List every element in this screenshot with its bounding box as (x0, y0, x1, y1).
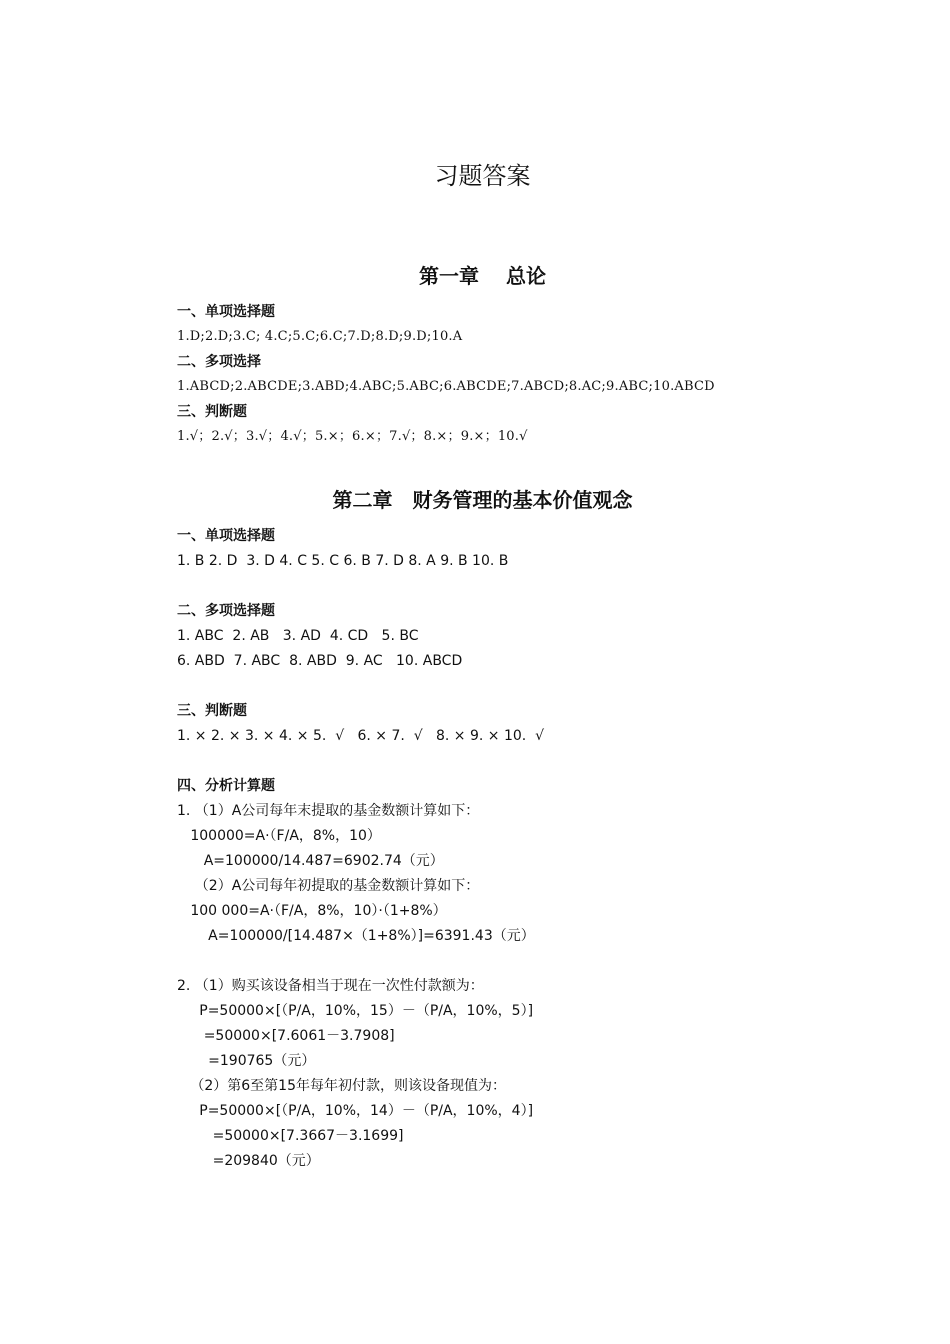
calc-line: P=50000×[（P/A，10%，15）－（P/A，10%，5）] (177, 1003, 534, 1019)
chapter2-multi-choice-answers-line2: 6. ABD 7. ABC 8. ABD 9. AC 10. ABCD (177, 653, 463, 669)
chapter1-title: 第一章 总论 (419, 264, 546, 288)
chapter2-multi-choice-heading: 二、多项选择题 (177, 603, 275, 619)
chapter2-single-choice-heading: 一、单项选择题 (177, 528, 275, 544)
calc-line: =209840（元） (177, 1153, 320, 1169)
chapter1-multi-choice-answers: 1.ABCD;2.ABCDE;3.ABD;4.ABC;5.ABC;6.ABCDE;7.ABCD;8.AC;9.ABC;10.ABCD (177, 379, 715, 394)
calc-line: （2）A公司每年初提取的基金数额计算如下： (177, 878, 480, 894)
chapter2-judgment-answers: 1. × 2. × 3. × 4. × 5. √ 6. × 7. √ 8. × 9. × 10. √ (177, 728, 545, 744)
calc-line: A=100000/14.487=6902.74（元） (177, 853, 444, 869)
chapter2-title: 第二章 财务管理的基本价值观念 (332, 488, 633, 512)
chapter2-calculation-heading: 四、分析计算题 (177, 778, 275, 794)
chapter1-judgment-answers: 1.√；2.√；3.√；4.√；5.×；6.×；7.√；8.×；9.×；10.√ (177, 429, 528, 444)
chapter2-single-choice-answers: 1. B 2. D 3. D 4. C 5. C 6. B 7. D 8. A 9. B 10. B (177, 553, 509, 569)
calc-line: P=50000×[（P/A，10%，14）－（P/A，10%，4）] (177, 1103, 534, 1119)
chapter2-multi-choice-answers-line1: 1. ABC 2. AB 3. AD 4. CD 5. BC (177, 628, 419, 644)
calc-line: 100 000=A·（F/A，8%，10）·（1+8%） (177, 903, 447, 919)
chapter1-single-choice-heading: 一、单项选择题 (177, 304, 275, 320)
calc-line: =190765（元） (177, 1053, 316, 1069)
calc-line: =50000×[7.3667－3.1699] (177, 1128, 404, 1144)
calc-line: 100000=A·（F/A，8%，10） (177, 828, 381, 844)
calc-line: 2. （1）购买该设备相当于现在一次性付款额为： (177, 978, 484, 994)
calc-line: A=100000/[14.487×（1+8%）]=6391.43（元） (177, 928, 535, 944)
document-title: 习题答案 (434, 162, 531, 190)
chapter1-single-choice-answers: 1.D;2.D;3.C; 4.C;5.C;6.C;7.D;8.D;9.D;10.A (177, 329, 463, 344)
calc-line: （2）第6至第15年每年初付款，则该设备现值为： (177, 1078, 506, 1094)
chapter1-multi-choice-heading: 二、多项选择 (177, 354, 261, 370)
calc-line: =50000×[7.6061－3.7908] (177, 1028, 395, 1044)
chapter1-judgment-heading: 三、判断题 (177, 404, 247, 420)
calc-line: 1. （1）A公司每年末提取的基金数额计算如下： (177, 803, 480, 819)
chapter2-judgment-heading: 三、判断题 (177, 703, 247, 719)
